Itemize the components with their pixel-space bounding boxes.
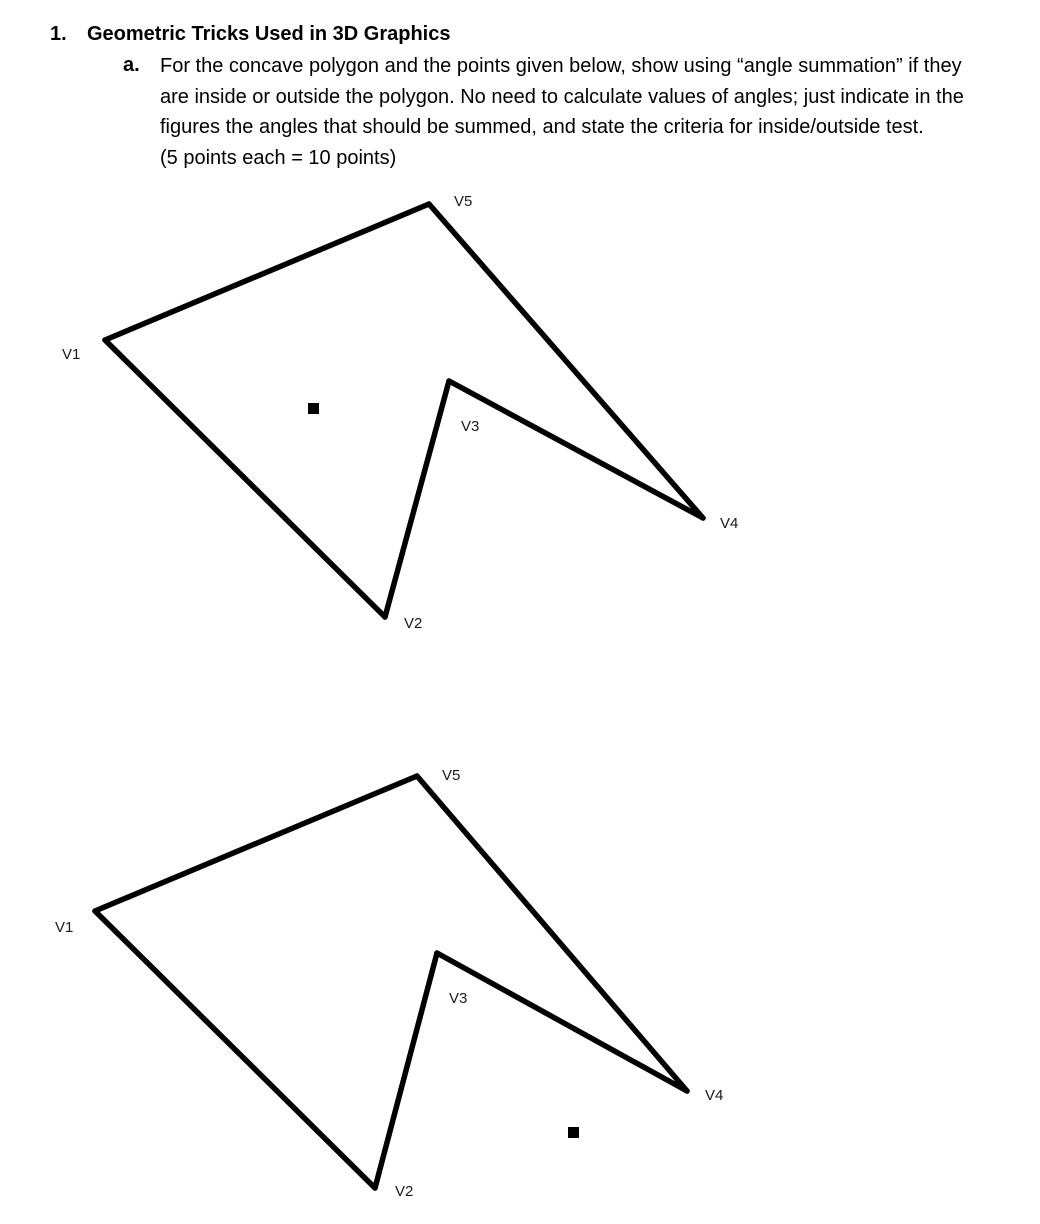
instruction-line-3: figures the angles that should be summed, and state the criteria for inside/outside test. xyxy=(160,116,924,138)
fig1-edge-v4-v5 xyxy=(429,204,703,518)
figure-1 xyxy=(62,193,738,632)
fig2-edge-v3-v4 xyxy=(437,953,687,1091)
fig2-edge-v4-v5 xyxy=(417,776,687,1091)
fig1-label-v2: V2 xyxy=(404,615,423,632)
fig2-label-v4: V4 xyxy=(705,1087,724,1104)
question-number: 1. xyxy=(50,23,67,45)
fig1-edge-v3-v4 xyxy=(449,381,703,518)
fig2-label-v2: V2 xyxy=(395,1183,414,1200)
instruction-line-2: are inside or outside the polygon. No need to calculate values of angles; just indicate in the xyxy=(160,85,964,108)
question-title: Geometric Tricks Used in 3D Graphics xyxy=(87,23,451,45)
fig2-label-v5: V5 xyxy=(442,767,461,784)
fig1-label-v5: V5 xyxy=(454,193,473,210)
fig2-edge-v1-v2 xyxy=(95,911,375,1188)
fig2-label-v1: V1 xyxy=(55,919,74,936)
fig1-edge-v5-v1 xyxy=(105,204,429,340)
instruction-line-4: (5 points each = 10 points) xyxy=(160,146,397,169)
fig1-label-v4: V4 xyxy=(720,515,739,532)
figure-2 xyxy=(55,767,723,1200)
part-a-label: a. xyxy=(123,54,140,76)
fig1-test-point xyxy=(308,403,319,414)
fig2-edge-v2-v3 xyxy=(375,953,437,1188)
fig2-edge-v5-v1 xyxy=(95,776,417,911)
instruction-line-1: For the concave polygon and the points given below, show using “angle summation” if they xyxy=(160,55,962,77)
fig1-edge-v2-v3 xyxy=(385,381,449,617)
fig1-label-v3: V3 xyxy=(461,418,480,435)
fig2-label-v3: V3 xyxy=(449,990,468,1007)
fig1-edge-v1-v2 xyxy=(105,340,385,617)
fig2-test-point xyxy=(568,1127,579,1138)
fig1-label-v1: V1 xyxy=(62,346,81,363)
